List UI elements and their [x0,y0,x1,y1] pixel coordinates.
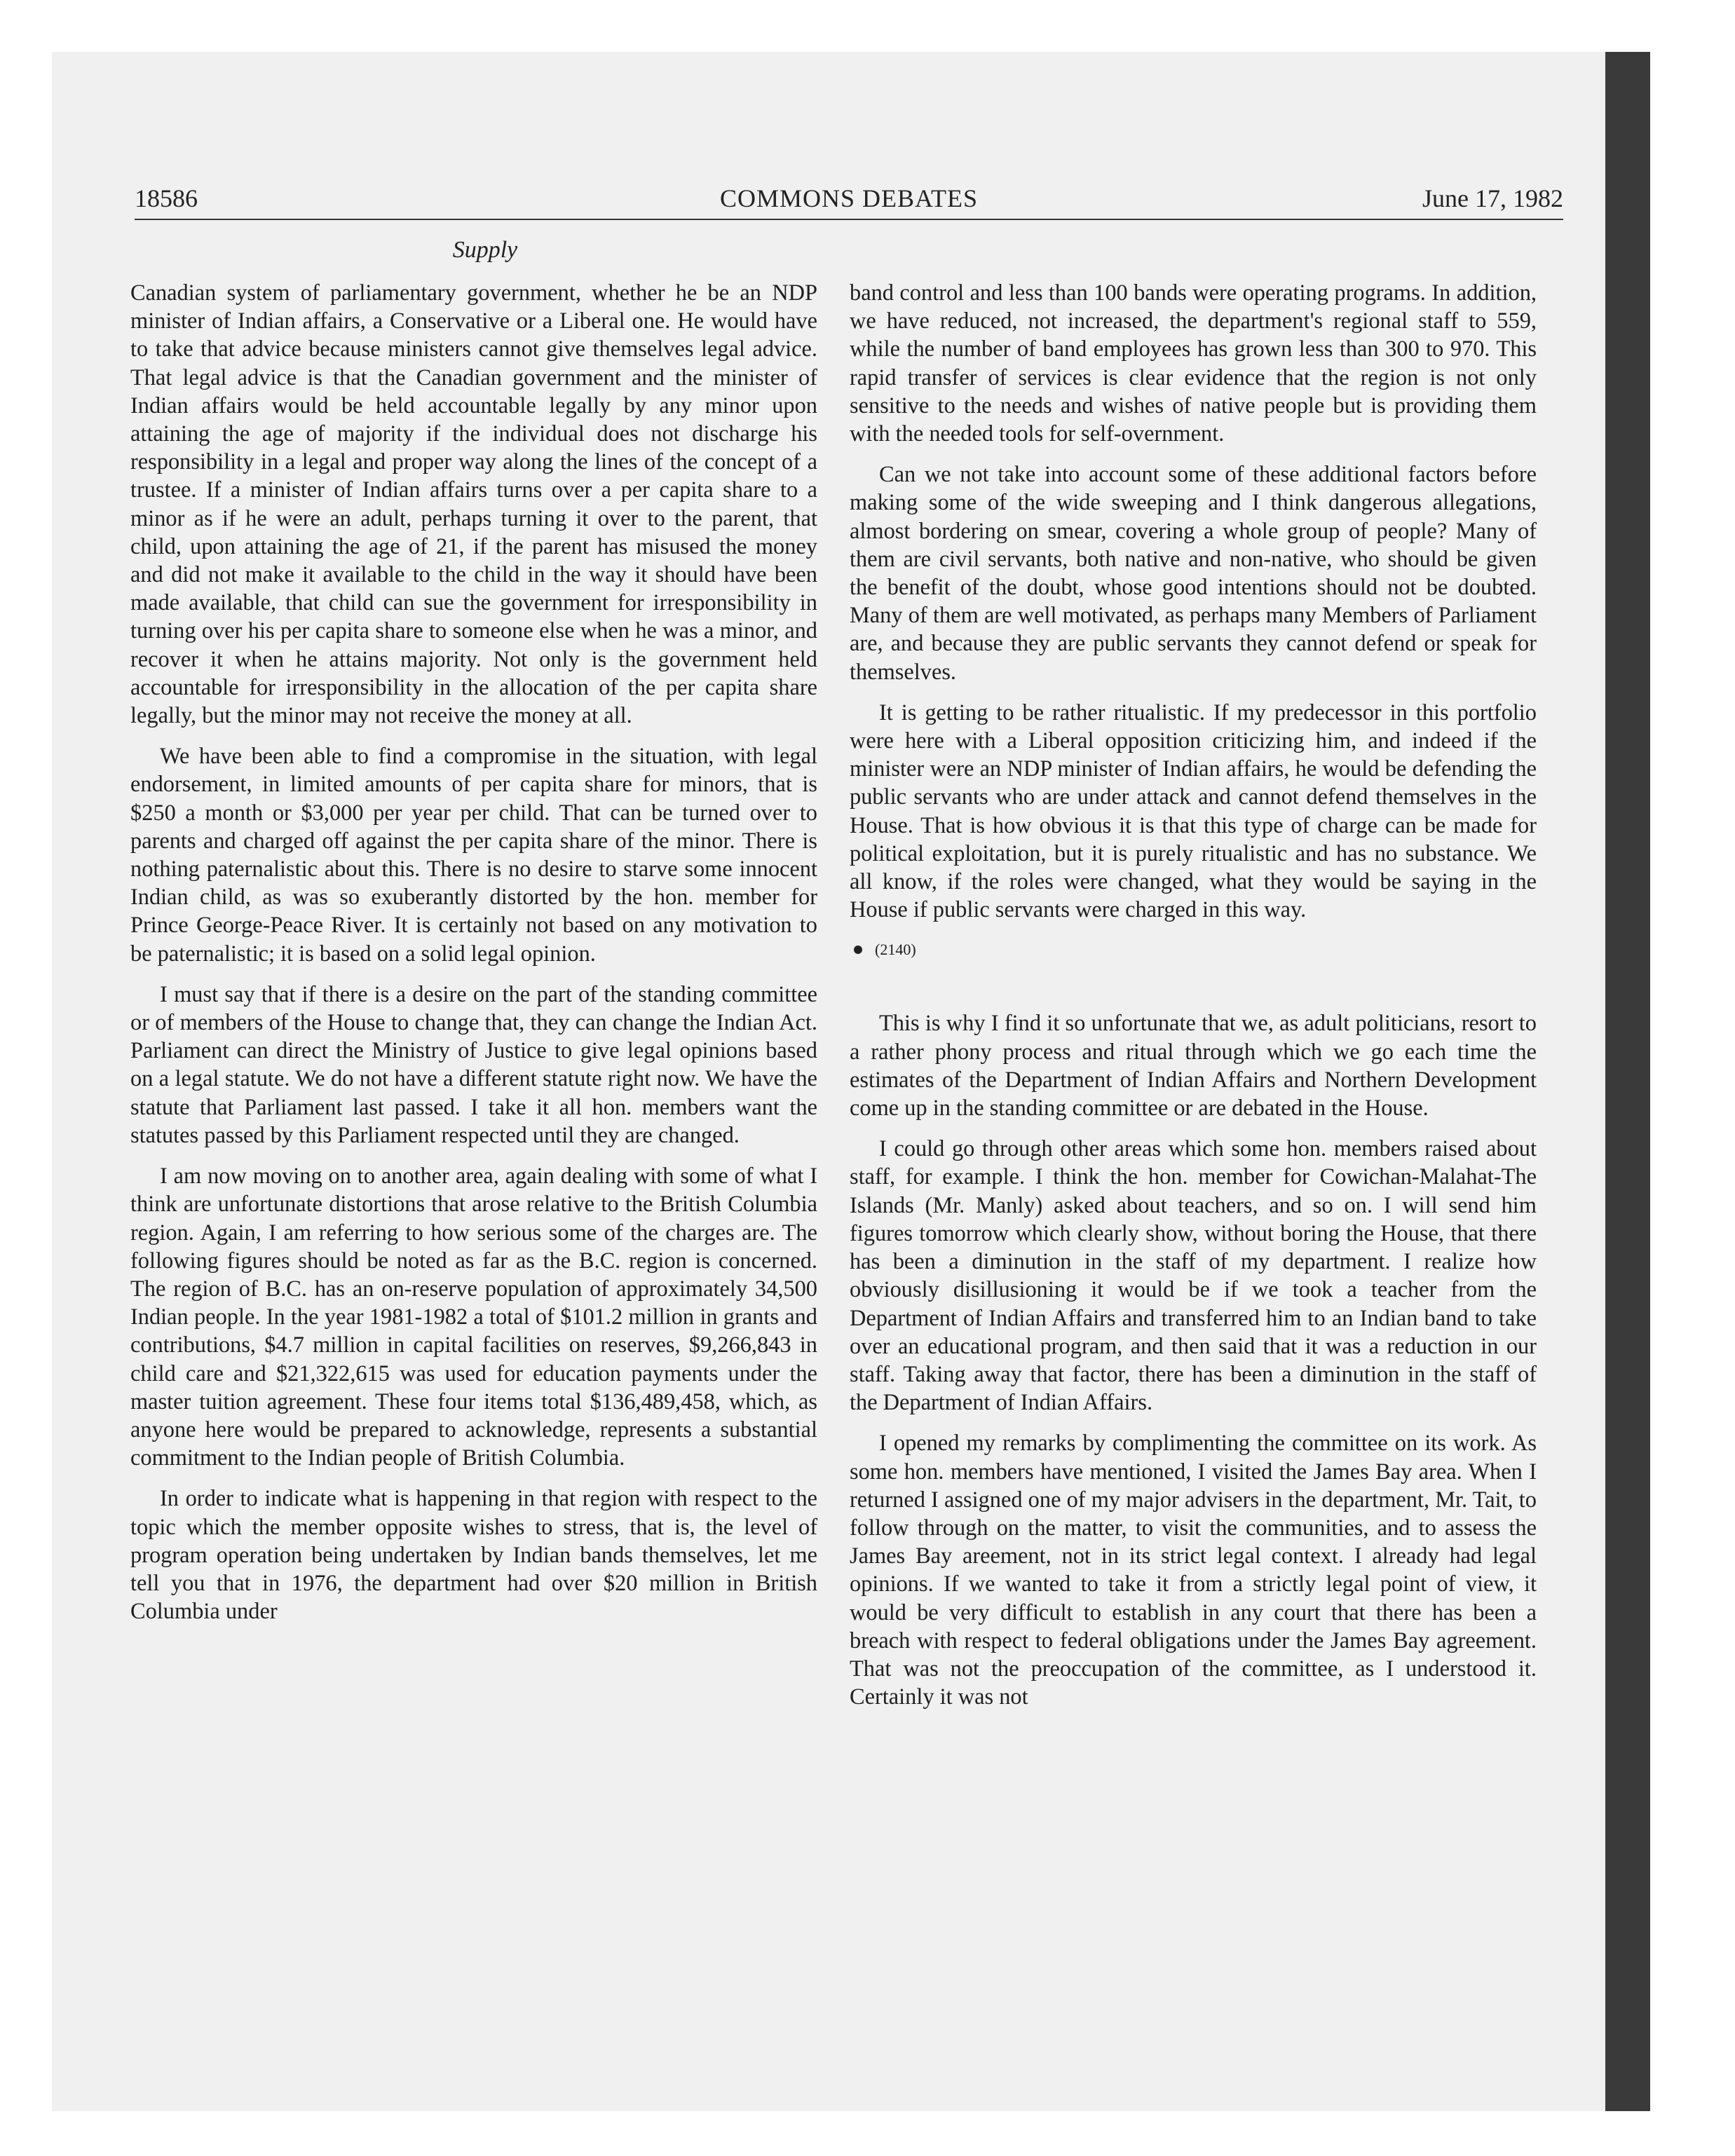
paragraph: Can we not take into account some of these additional factors before making some of the wide sweeping and I think dangerous allegations, almost bordering on smear, covering a whole group of people? Many of them are civil servants, both native and non-native, who should be given the benefit of the doubt, whose good intentions should not be doubted. Many of them are well motivated, as perhaps many Members of Parliament are, and because they are public servants they cannot defend or speak for themselves. [850,462,1537,685]
right-column [850,279,1537,1724]
paragraph: Canadian system of parliamentary government, whether he be an NDP minister of Indian affairs, a Conservative or a Liberal one. He would have to take that advice because ministers cannot give themselves legal advice. That legal advice is that the Canadian government and the minister of Indian affairs would be held accountable legally by any minor upon attaining the age of majority if the individual does not discharge his responsibility in a legal and proper way along the lines of the concept of a trustee. If a minister of Indian affairs turns over a per capita share to a minor as if he were an adult, perhaps turning it over to the parent, that child, upon attaining the age of 21, if the parent has misused the money and did not make it available to the child in the way it should have been made available, that child can sue the government for irresponsibility in turning over his per capita share to someone else when he was a minor, and recover it when he attains majority. Not only is the government held accountable for irresponsibility in the allocation of the per capita share legally, but the minor may not receive the money at all. [130,280,817,729]
header-rule [135,219,1563,220]
publication-title: COMMONS DEBATES [719,184,979,212]
left-column [130,279,817,1638]
section-title: Supply [452,237,518,263]
paragraph: This is why I find it so unfortunate that we, as adult politicians, resort to a rather phony process and ritual through which we go each time the estimates of the Department of Indian Affairs and Northern Development come up in the standing committee or are debated in the House. [850,1011,1537,1121]
paragraph: I could go through other areas which some hon. members raised about staff, for example. I think the hon. member for Cowichan-Malahat-The Islands (Mr. Manly) asked about teachers, and so on. I will send him figures tomorrow which clearly show, without boring the House, that there has been a diminution in the staff of my department. I realize how obviously disillusioning it would be if we took a teacher from the Department of Indian Affairs and transferred him to an Indian band to take over an educational program, and then said that it was a reduction in our staff. Taking away that factor, there has been a diminution in the staff of the Department of Indian Affairs. [850,1136,1537,1416]
scan-edge-shadow [1605,52,1650,2111]
paragraph: It is getting to be rather ritualistic. If my predecessor in this portfolio were here with a Liberal opposition criticizing him, and indeed if the minister were an NDP minister of Indian affairs, he would be defending the public servants who are under attack and cannot defend themselves in the House. That is how obvious it is that this type of charge can be made for political exploitation, but it is purely ritualistic and has no substance. We all know, if the roles were changed, what they would be saying in the House if public servants were charged in this way. [850,700,1537,923]
time-marker-label: (2140) [875,941,916,959]
paragraph: In order to indicate what is happening in that region with respect to the topic which the member opposite wishes to stress, that is, the level of program operation being undertaken by Indian bands themselves, let me tell you that in 1976, the department had over $20 million in British Columbia under [130,1486,817,1625]
paragraph: I opened my remarks by complimenting the committee on its work. As some hon. members have mentioned, I visited the James Bay area. When I returned I assigned one of my major advisers in the department, Mr. Tait, to follow through on the matter, to visit the communities, and to assess the James Bay areement, not in its strict legal context. I already had legal opinions. If we wanted to take it from a strictly legal point of view, it would be very difficult to establish in any court that there has been a breach with respect to federal obligations under the James Bay agreement. That was not the preoccupation of the committee, as I understood it. Certainly it was not [850,1431,1537,1710]
publication-date: June 17, 1982 [1422,184,1563,212]
paragraph: I must say that if there is a desire on the part of the standing committee or of members of the House to change that, they can change the Indian Act. Parliament can direct the Ministry of Justice to give legal opinions based on a legal statute. We do not have a different statute right now. We have the statute that Parliament last passed. I take it all hon. members want the statutes passed by this Parliament respected until they are changed. [130,981,817,1148]
paragraph: band control and less than 100 bands were operating programs. In addition, we have reduced, not increased, the department's regional staff to 559, while the number of band employees has grown less than 300 to 970. This rapid transfer of services is clear evidence that the region is not only sensitive to the needs and wishes of native people but is providing them with the needed tools for self-overnment. [850,280,1537,447]
paragraph: I am now moving on to another area, again dealing with some of what I think are unfortunate distortions that arose relative to the British Columbia region. Again, I am referring to how serious some of the charges are. The following figures should be noted as far as the B.C. region is concerned. The region of B.C. has an on-reserve population of approximately 34,500 Indian people. In the year 1981-1982 a total of $101.2 million in grants and contributions, $4.7 million in capital facilities on reserves, $9,266,843 in child care and $21,322,615 was used for education payments under the master tuition agreement. These four items total $136,489,458, which, as anyone here would be prepared to acknowledge, represents a substantial commitment to the Indian people of British Columbia. [130,1164,817,1471]
time-marker [850,939,1537,960]
paragraph: We have been able to find a compromise in the situation, with legal endorsement, in limited amounts of per capita share for minors, that is $250 a month or $3,000 per year per child. That can be turned over to parents and charged off against the per capita share of the minor. There is nothing paternalistic about this. There is no desire to starve some innocent Indian child, as was so exuberantly distorted by the hon. member for Prince George-Peace River. It is certainly not based on any motivation to be paternalistic; it is based on a solid legal opinion. [130,744,817,967]
running-header [135,184,1563,219]
page-number: 18586 [135,184,198,212]
bullet-dot-icon [854,946,862,954]
